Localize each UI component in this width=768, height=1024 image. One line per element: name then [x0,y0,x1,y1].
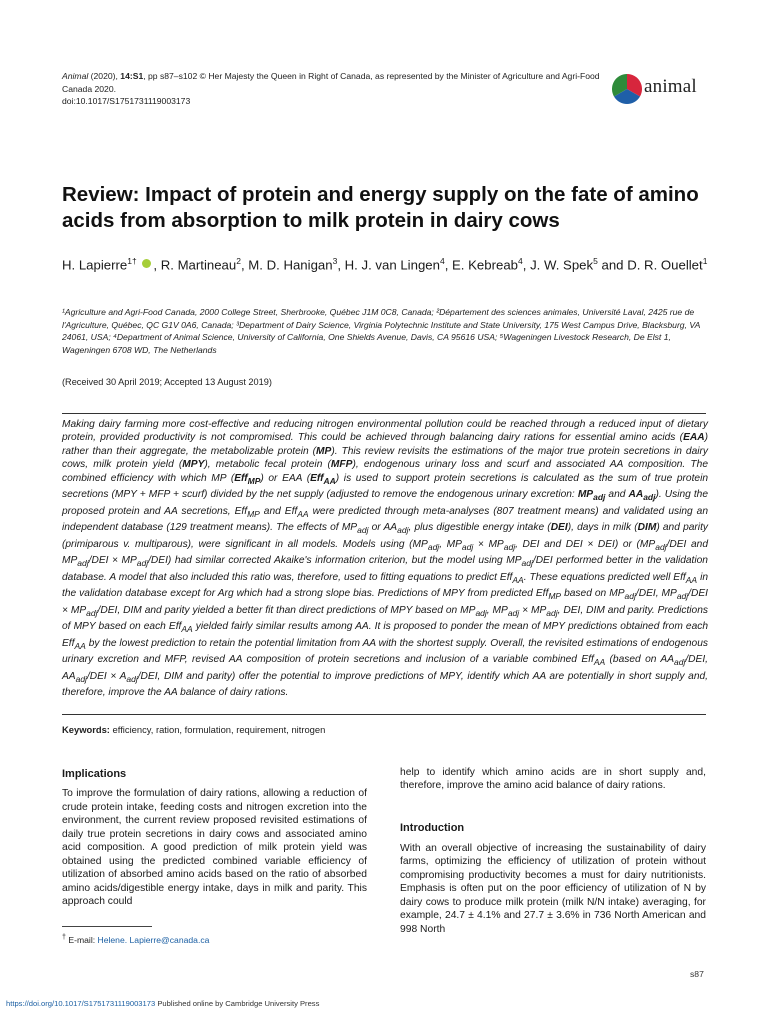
abstract-bottom-divider [62,714,706,715]
author[interactable]: H. J. van Lingen [344,257,440,273]
implications-section [62,768,367,909]
affiliations: ¹Agriculture and Agri-Food Canada, 2000 College Street, Sherbrooke, Québec J1M 0C8, Canada; ²Département des sciences animales, Université Laval, 2425 rue de l'Agriculture, Québec, QC G1V 0A6, Canada; ³Department of Dairy Science, Virginia Polytechnic Institute and State University, 175 West Campus Drive, Blacksburg, VA 24061, USA; ⁴Department of Animal Science, University of California, One Shields Avenue, Davis, CA 95616 USA; ⁵Wageningen Livestock Research, De Elst 1, Wageningen 6708 WD, The Netherlands [62,307,701,355]
logo-icon [612,72,642,106]
introduction-text: With an overall objective of increasing the sustainability of dairy farms, optimizing the efficiency of utilization of protein without compromising productivity becomes a must for dairy nutritionists. Emphasis is often put on the poor efficiency of utilization of N by dairy cows to produce milk protein (milk N/N intake) averaging, for example, 24.7 ± 4.1% and 27.7 ± 3.6% in 736 North American and 998 North [400,843,706,935]
doi-link[interactable]: doi:10.1017/S1751731119003173 [62,96,191,106]
publisher-footer: https://doi.org/10.1017/S1751731119003173 Published online by Cambridge University Press [6,999,320,1008]
author[interactable]: R. Martineau [160,257,237,273]
author[interactable]: M. D. Hanigan [248,257,333,273]
journal-citation: Animal (2020), 14:S1, pp s87–s102 © Her Majesty the Queen in Right of Canada, as represented by the Minister of Agriculture and Agri-Food Canada 2020. doi:10.1017/S1751731119003173 [62,71,600,106]
received-dates: (Received 30 April 2019; Accepted 13 August 2019) [62,377,272,387]
footnote-divider [62,926,152,927]
page-number: s87 [690,969,704,979]
implications-text: To improve the formulation of dairy rations, allowing a reduction of crude protein intake, feeding costs and nitrogen excretion into the environment, the current review proposed revisited estimations of daily true protein secretions in dairy cows and associated amino acid composition. A good prediction of milk protein yield was obtained using the predicted combined variable efficiency of utilization of absorbed amino acids based on the ratio of absorbed amino acids/digestible energy intake, days in milk and parity. This approach could [62,788,367,908]
article-title: Review: Impact of protein and energy supply on the fate of amino acids from absorption to milk protein in dairy cows [62,183,699,232]
footnote: † E-mail: Helene. Lapierre@canada.ca [62,933,210,945]
keywords-list: efficiency, ration, formulation, requirement, nitrogen [112,724,326,735]
doi-footer-link[interactable]: https://doi.org/10.1017/S1751731119003173 [6,999,156,1008]
introduction-heading: Introduction [400,822,465,834]
author-list: H. Lapierre$^{1\dagger}$ , R. Martineau$^2$, M. D. Hanigan$^3$, H. J. van Lingen$^4$, E. Kebreab$^4$, J. W. Spek$^5$ and D. R. Ouellet$^1$ [62,256,708,273]
abstract-top-divider [62,413,706,414]
author[interactable]: H. Lapierre [62,257,128,273]
keywords [62,724,325,735]
logo-wordmark: animal [644,76,697,97]
journal-logo [612,70,722,110]
author[interactable]: E. Kebreab [452,257,518,273]
orcid-icon[interactable] [142,259,151,268]
keywords-label: Keywords: [62,724,110,735]
implications-continued: help to identify which amino acids are in short supply and, therefore, improve the amino acid balance of dairy rations. [400,767,706,792]
abstract: Making dairy farming more cost-effective and reducing nitrogen environmental pollution could be reached through a reduced input of dietary protein, provided productivity is not compromised. This could be achieved through balancing dairy rations for essential amino acids (EAA) rather than their aggregate, the metabolizable protein (MP). This review revisits the estimations of the major true protein secretions in dairy cows, milk protein yield (MPY), metabolic fecal protein (MFP), endogenous urinary loss and scurf and associated AA composition. The combined efficiency with which MP (Eff$_{MP}$) or EAA (Eff$_{AA}$) is used to support protein secretions is calculated as the sum of true protein secretions (MPY + MFP + scurf) divided by the net supply (adjusted to remove the endogenous urinary excretion: $MP_{adj}$ and $AA_{adj}$). Using the proposed protein and AA secretions, Eff$_{MP}$ and Eff$_{AA}$ were predicted through meta-analyses (807 treatment means) and validated using an independent database (129 treatment means). The effects of $MP_{adj}$ or $AA_{adj}$, plus digestible energy intake (DEI), days in milk (DIM) and parity (primiparous v. multiparous), were significant in all models. Models using ($MP_{adj}$, $MP_{adj} \times MP_{adj}$, DEI and DEI × DEI) or ($MP_{adj}$/DEI and $MP_{adj}$/DEI × $MP_{adj}/DEI$) had similar corrected Akaike's information criterion, but the model using $MP_{adj}$/DEI performed better in the validation database. A model that also included this ratio was, therefore, used to fitting equations to predict Eff$_{AA}$. These equations predicted well Eff$_{AA}$ in the validation database except for Arg which had a strong slope bias. Predictions of MPY from predicted Eff$_{MP}$ based on $MP_{adj}$/DEI, $MP_{adj}$/DEI × $MP_{adj}$/DEI, DIM and parity yielded a better fit than direct predictions of MPY based on $MP_{adj}$, $MP_{adj} \times MP_{adj}$, DEI, DIM and parity. Predictions of MPY based on each Eff$_{AA}$ yielded fairly similar results among AA. It is proposed to ponder the mean of MPY predictions obtained from each Eff$_{AA}$ by the lowest prediction to retain the potential limitation from AA with the shortest supply. Overall, the revisited estimations of endogenous urinary excretion and MFP, revised AA composition of protein secretions and inclusion of a variable combined Eff$_{AA}$ (based on $AA_{adj}$/DEI, $AA_{adj}$/DEI × $A_{adj}$/DEI, DIM and parity) offer the potential to improve predictions of MPY, identify which AA are potentially in short supply and, therefore, improve the AA balance of dairy rations. [62,419,709,699]
implications-heading: Implications [62,768,127,780]
author[interactable]: J. W. Spek [530,257,594,273]
author[interactable]: D. R. Ouellet [627,257,703,273]
email-link[interactable]: Helene. Lapierre@canada.ca [97,934,210,945]
journal-volume: 14:S1 [120,71,144,81]
journal-name: Animal [62,71,89,81]
